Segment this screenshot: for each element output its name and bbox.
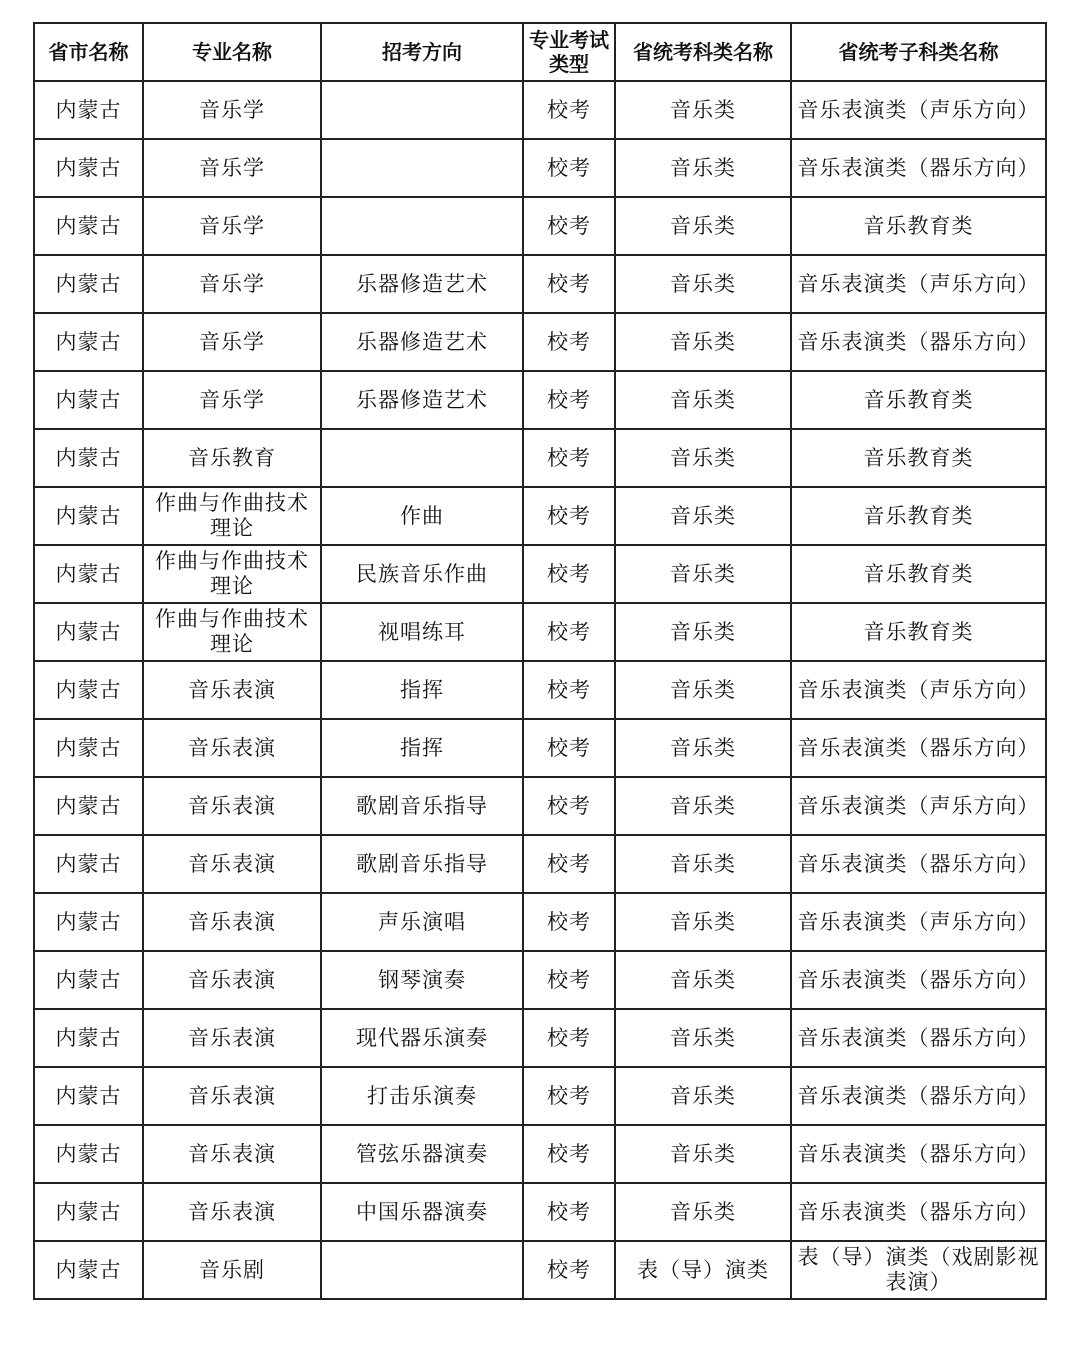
cell-province: 内蒙古 xyxy=(34,313,143,371)
cell-subcategory: 音乐表演类（声乐方向） xyxy=(791,777,1046,835)
cell-subcategory: 音乐表演类（器乐方向） xyxy=(791,139,1046,197)
table-row xyxy=(34,661,1046,719)
cell-province: 内蒙古 xyxy=(34,661,143,719)
cell-major: 作曲与作曲技术理论 xyxy=(143,545,321,603)
cell-category: 表（导）演类 xyxy=(615,1241,791,1299)
table-row xyxy=(34,371,1046,429)
cell-major: 音乐表演 xyxy=(143,1183,321,1241)
cell-subcategory: 音乐表演类（声乐方向） xyxy=(791,81,1046,139)
cell-category: 音乐类 xyxy=(615,139,791,197)
header-subcategory: 省统考子科类名称 xyxy=(791,23,1046,81)
cell-province: 内蒙古 xyxy=(34,197,143,255)
cell-exam-type: 校考 xyxy=(523,951,615,1009)
cell-direction: 打击乐演奏 xyxy=(321,1067,523,1125)
table-row xyxy=(34,893,1046,951)
cell-direction: 乐器修造艺术 xyxy=(321,255,523,313)
cell-exam-type: 校考 xyxy=(523,139,615,197)
header-direction: 招考方向 xyxy=(321,23,523,81)
cell-major: 音乐表演 xyxy=(143,1067,321,1125)
cell-exam-type: 校考 xyxy=(523,255,615,313)
cell-category: 音乐类 xyxy=(615,1009,791,1067)
cell-major: 音乐学 xyxy=(143,139,321,197)
cell-province: 内蒙古 xyxy=(34,835,143,893)
cell-major: 音乐剧 xyxy=(143,1241,321,1299)
table-row xyxy=(34,1241,1046,1299)
cell-subcategory: 音乐表演类（器乐方向） xyxy=(791,951,1046,1009)
cell-direction: 现代器乐演奏 xyxy=(321,1009,523,1067)
cell-province: 内蒙古 xyxy=(34,951,143,1009)
cell-major: 音乐学 xyxy=(143,197,321,255)
cell-exam-type: 校考 xyxy=(523,603,615,661)
cell-direction xyxy=(321,139,523,197)
admissions-table xyxy=(33,22,1047,1300)
cell-subcategory: 音乐表演类（器乐方向） xyxy=(791,1125,1046,1183)
table-row xyxy=(34,429,1046,487)
table-row xyxy=(34,835,1046,893)
table-row xyxy=(34,81,1046,139)
cell-category: 音乐类 xyxy=(615,371,791,429)
cell-exam-type: 校考 xyxy=(523,719,615,777)
cell-exam-type: 校考 xyxy=(523,1183,615,1241)
cell-category: 音乐类 xyxy=(615,255,791,313)
cell-exam-type: 校考 xyxy=(523,371,615,429)
cell-exam-type: 校考 xyxy=(523,197,615,255)
cell-major: 音乐表演 xyxy=(143,661,321,719)
cell-category: 音乐类 xyxy=(615,545,791,603)
cell-major: 音乐表演 xyxy=(143,1009,321,1067)
header-exam-type: 专业考试类型 xyxy=(523,23,615,81)
cell-category: 音乐类 xyxy=(615,893,791,951)
cell-direction: 声乐演唱 xyxy=(321,893,523,951)
cell-subcategory: 音乐教育类 xyxy=(791,487,1046,545)
cell-exam-type: 校考 xyxy=(523,487,615,545)
cell-exam-type: 校考 xyxy=(523,835,615,893)
cell-direction: 中国乐器演奏 xyxy=(321,1183,523,1241)
cell-direction: 指挥 xyxy=(321,719,523,777)
cell-province: 内蒙古 xyxy=(34,893,143,951)
cell-direction: 歌剧音乐指导 xyxy=(321,777,523,835)
cell-province: 内蒙古 xyxy=(34,545,143,603)
cell-province: 内蒙古 xyxy=(34,777,143,835)
cell-exam-type: 校考 xyxy=(523,545,615,603)
cell-province: 内蒙古 xyxy=(34,139,143,197)
cell-subcategory: 音乐教育类 xyxy=(791,197,1046,255)
cell-subcategory: 音乐表演类（器乐方向） xyxy=(791,313,1046,371)
table-row xyxy=(34,1009,1046,1067)
cell-subcategory: 音乐表演类（器乐方向） xyxy=(791,1009,1046,1067)
cell-direction: 指挥 xyxy=(321,661,523,719)
cell-province: 内蒙古 xyxy=(34,719,143,777)
cell-direction: 钢琴演奏 xyxy=(321,951,523,1009)
cell-exam-type: 校考 xyxy=(523,1009,615,1067)
cell-province: 内蒙古 xyxy=(34,1125,143,1183)
header-major: 专业名称 xyxy=(143,23,321,81)
cell-exam-type: 校考 xyxy=(523,1067,615,1125)
cell-subcategory: 音乐教育类 xyxy=(791,545,1046,603)
table-row xyxy=(34,255,1046,313)
cell-province: 内蒙古 xyxy=(34,371,143,429)
cell-category: 音乐类 xyxy=(615,313,791,371)
table-row xyxy=(34,313,1046,371)
cell-subcategory: 音乐表演类（器乐方向） xyxy=(791,719,1046,777)
table-row xyxy=(34,487,1046,545)
cell-category: 音乐类 xyxy=(615,719,791,777)
cell-province: 内蒙古 xyxy=(34,1183,143,1241)
cell-category: 音乐类 xyxy=(615,777,791,835)
cell-subcategory: 音乐表演类（声乐方向） xyxy=(791,255,1046,313)
table-row xyxy=(34,545,1046,603)
cell-subcategory: 音乐表演类（器乐方向） xyxy=(791,1067,1046,1125)
table-row xyxy=(34,1067,1046,1125)
cell-major: 音乐学 xyxy=(143,313,321,371)
cell-major: 音乐学 xyxy=(143,81,321,139)
cell-direction: 歌剧音乐指导 xyxy=(321,835,523,893)
cell-subcategory: 音乐表演类（声乐方向） xyxy=(791,893,1046,951)
cell-subcategory: 音乐表演类（声乐方向） xyxy=(791,661,1046,719)
cell-category: 音乐类 xyxy=(615,197,791,255)
cell-subcategory: 音乐教育类 xyxy=(791,371,1046,429)
cell-subcategory: 音乐教育类 xyxy=(791,603,1046,661)
cell-direction xyxy=(321,429,523,487)
cell-province: 内蒙古 xyxy=(34,603,143,661)
cell-major: 作曲与作曲技术理论 xyxy=(143,603,321,661)
cell-major: 音乐表演 xyxy=(143,777,321,835)
cell-major: 音乐教育 xyxy=(143,429,321,487)
cell-direction xyxy=(321,197,523,255)
header-category: 省统考科类名称 xyxy=(615,23,791,81)
cell-province: 内蒙古 xyxy=(34,1067,143,1125)
cell-province: 内蒙古 xyxy=(34,487,143,545)
cell-province: 内蒙古 xyxy=(34,81,143,139)
cell-province: 内蒙古 xyxy=(34,1009,143,1067)
cell-category: 音乐类 xyxy=(615,835,791,893)
cell-major: 音乐表演 xyxy=(143,835,321,893)
table-body xyxy=(34,81,1046,1299)
table-row xyxy=(34,777,1046,835)
cell-subcategory: 音乐教育类 xyxy=(791,429,1046,487)
cell-exam-type: 校考 xyxy=(523,81,615,139)
cell-major: 音乐学 xyxy=(143,255,321,313)
cell-major: 音乐表演 xyxy=(143,893,321,951)
table-row xyxy=(34,951,1046,1009)
cell-exam-type: 校考 xyxy=(523,429,615,487)
cell-direction xyxy=(321,81,523,139)
table-row xyxy=(34,139,1046,197)
cell-major: 音乐表演 xyxy=(143,719,321,777)
cell-major: 音乐表演 xyxy=(143,951,321,1009)
header-row xyxy=(34,23,1046,81)
cell-category: 音乐类 xyxy=(615,81,791,139)
cell-category: 音乐类 xyxy=(615,429,791,487)
header-province: 省市名称 xyxy=(34,23,143,81)
table-row xyxy=(34,1183,1046,1241)
cell-direction: 乐器修造艺术 xyxy=(321,313,523,371)
cell-direction: 管弦乐器演奏 xyxy=(321,1125,523,1183)
cell-subcategory: 音乐表演类（器乐方向） xyxy=(791,1183,1046,1241)
cell-exam-type: 校考 xyxy=(523,1125,615,1183)
cell-category: 音乐类 xyxy=(615,603,791,661)
cell-major: 作曲与作曲技术理论 xyxy=(143,487,321,545)
cell-province: 内蒙古 xyxy=(34,1241,143,1299)
cell-direction: 作曲 xyxy=(321,487,523,545)
table-row xyxy=(34,719,1046,777)
cell-category: 音乐类 xyxy=(615,1125,791,1183)
cell-province: 内蒙古 xyxy=(34,255,143,313)
cell-direction: 民族音乐作曲 xyxy=(321,545,523,603)
cell-major: 音乐学 xyxy=(143,371,321,429)
cell-category: 音乐类 xyxy=(615,487,791,545)
cell-major: 音乐表演 xyxy=(143,1125,321,1183)
table-row xyxy=(34,603,1046,661)
table-header xyxy=(34,23,1046,81)
cell-exam-type: 校考 xyxy=(523,1241,615,1299)
cell-exam-type: 校考 xyxy=(523,893,615,951)
table-row xyxy=(34,1125,1046,1183)
cell-exam-type: 校考 xyxy=(523,313,615,371)
cell-subcategory: 表（导）演类（戏剧影视表演） xyxy=(791,1241,1046,1299)
cell-direction: 视唱练耳 xyxy=(321,603,523,661)
cell-category: 音乐类 xyxy=(615,951,791,1009)
cell-category: 音乐类 xyxy=(615,661,791,719)
cell-exam-type: 校考 xyxy=(523,661,615,719)
cell-category: 音乐类 xyxy=(615,1183,791,1241)
cell-category: 音乐类 xyxy=(615,1067,791,1125)
cell-exam-type: 校考 xyxy=(523,777,615,835)
cell-subcategory: 音乐表演类（器乐方向） xyxy=(791,835,1046,893)
table-row xyxy=(34,197,1046,255)
cell-direction xyxy=(321,1241,523,1299)
cell-direction: 乐器修造艺术 xyxy=(321,371,523,429)
cell-province: 内蒙古 xyxy=(34,429,143,487)
